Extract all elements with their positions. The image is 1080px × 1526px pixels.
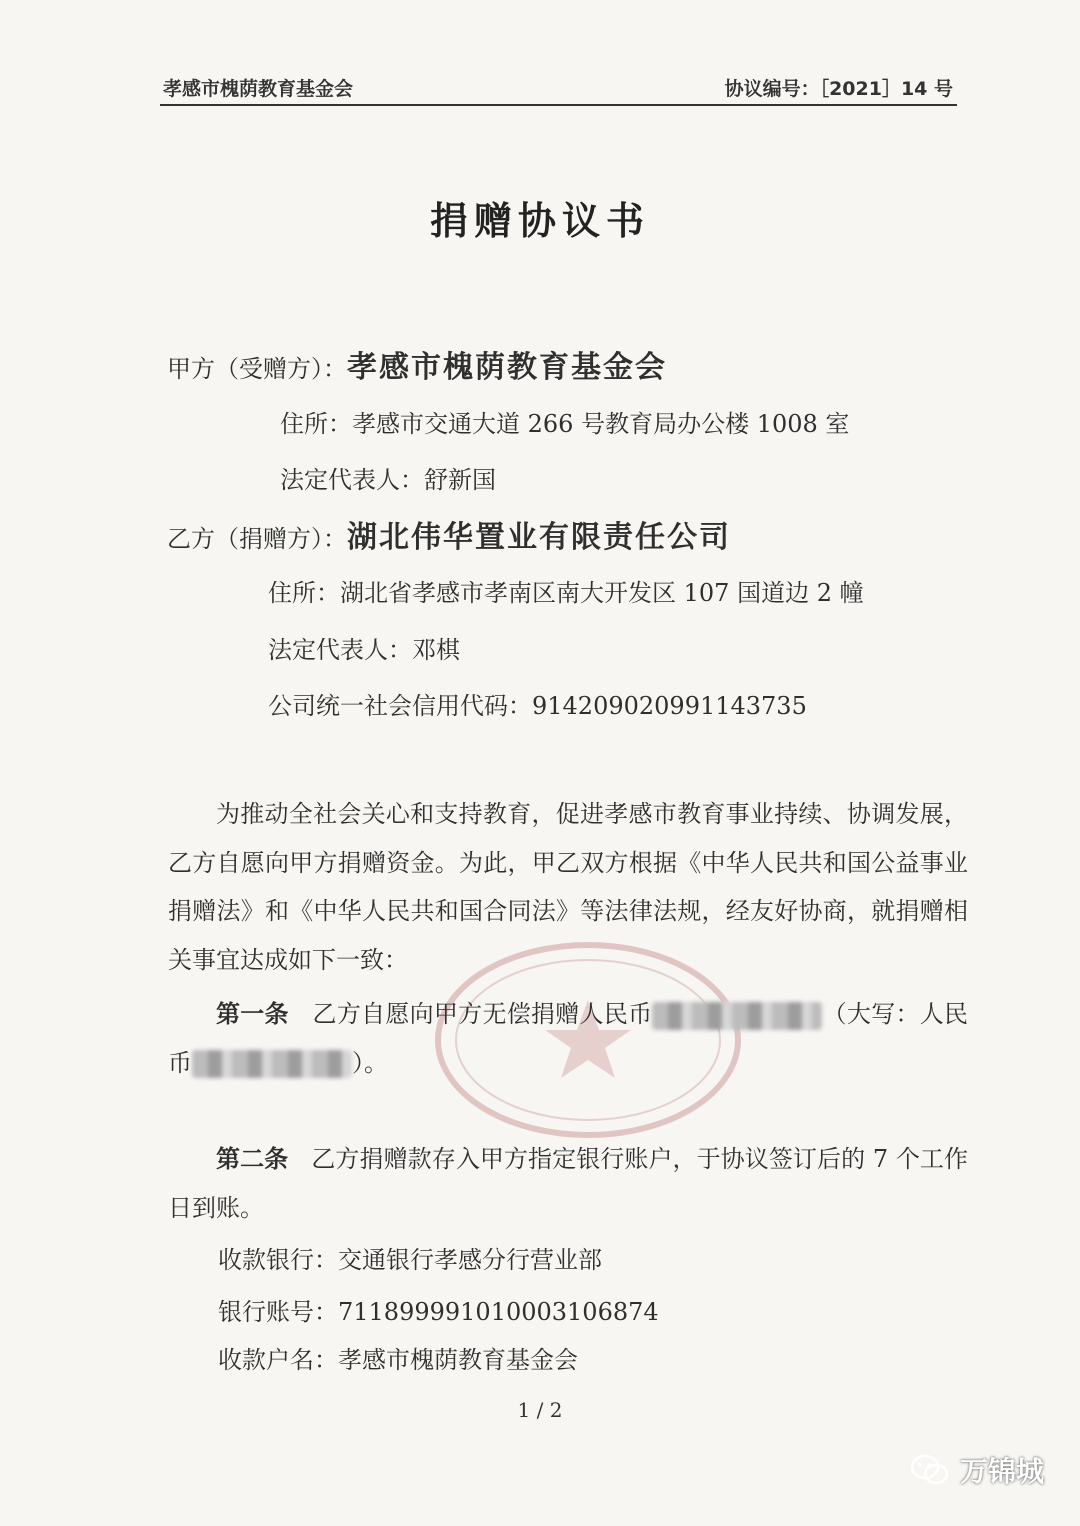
header-rule (160, 104, 957, 106)
party-a-address: 住所：孝感市交通大道 266 号教育局办公楼 1008 室 (280, 410, 850, 438)
party-b-name: 湖北伟华置业有限责任公司 (347, 520, 731, 555)
party-b-label: 乙方（捐赠方）： (167, 525, 347, 553)
party-b-credit-code: 公司统一社会信用代码：914209020991143735 (268, 692, 807, 720)
article-1-label: 第一条 (216, 1000, 289, 1028)
party-a-name: 孝感市槐荫教育基金会 (347, 350, 667, 385)
article-1-text-a: 乙方自愿向甲方无偿捐赠人民币 (312, 1000, 653, 1028)
party-b (167, 512, 731, 556)
document-title: 捐赠协议书 (429, 199, 650, 243)
wechat-icon (910, 1453, 950, 1487)
account-holder: 收款户名：孝感市槐荫教育基金会 (218, 1346, 578, 1374)
page-number: 1 / 2 (517, 1398, 563, 1422)
party-b-rep: 法定代表人：邓棋 (268, 636, 460, 664)
redacted-amount-words (192, 1050, 352, 1078)
agreement-number: 协议编号：［2021］14 号 (724, 78, 953, 100)
article-1-text-c: ）。 (352, 1048, 388, 1077)
watermark (910, 1450, 1044, 1490)
party-a-rep: 法定代表人：舒新国 (280, 466, 496, 494)
article-2-text: 乙方捐赠款存入甲方指定银行账户，于协议签订后的 7 个工作日到账。 (168, 1145, 968, 1222)
redacted-amount (652, 1002, 822, 1030)
article-2 (168, 1135, 968, 1232)
header-org: 孝感市槐荫教育基金会 (163, 78, 354, 100)
party-b-address: 住所：湖北省孝感市孝南区南大开发区 107 国道边 2 幢 (268, 579, 864, 607)
party-a (167, 342, 667, 386)
article-2-label: 第二条 (216, 1145, 289, 1173)
party-a-label: 甲方（受赠方）： (167, 355, 347, 383)
article-1-text-b: （大写：人民币 (168, 1000, 969, 1077)
intro-paragraph: 为推动全社会关心和支持教育，促进孝感市教育事业持续、协调发展，乙方自愿向甲方捐赠资金。为此，甲乙双方根据《中华人民共和国公益事业捐赠法》和《中华人民共和国合同法》等法律法规，经友好协商，就捐赠相关事宜达成如下一致： (168, 800, 968, 974)
watermark-text: 万锦城 (959, 1455, 1044, 1488)
bank-account: 银行账号：711899991010003106874 (218, 1298, 659, 1326)
article-1 (168, 990, 968, 1087)
bank-name: 收款银行：交通银行孝感分行营业部 (218, 1246, 602, 1274)
